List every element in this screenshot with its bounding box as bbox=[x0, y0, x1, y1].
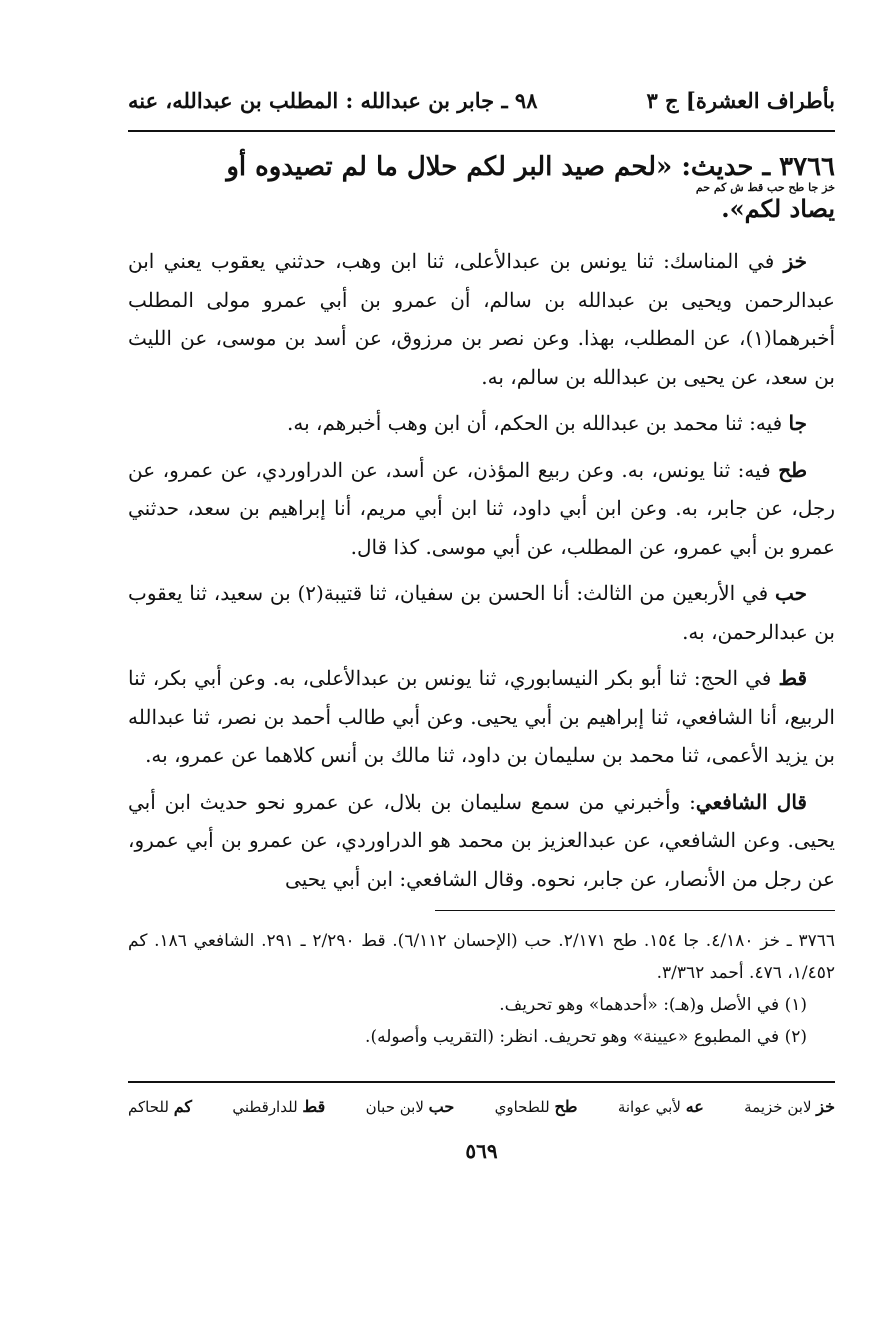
hadith-title: ٣٧٦٦ ـ حديث: «لحم صيد البر لكم حلال ما لم تصيدوه أو bbox=[226, 152, 835, 182]
paragraph-lead: خز bbox=[783, 249, 807, 273]
legend-item-khz bbox=[744, 1093, 835, 1121]
paragraph-ja bbox=[128, 404, 835, 443]
legend-item-hb bbox=[366, 1093, 455, 1121]
footnote-2: (٢) في المطبوع «عيينة» وهو تحريف. انظر: (التقريب وأصوله). bbox=[365, 1027, 807, 1047]
paragraph-lead: طح bbox=[778, 457, 808, 482]
legend-item-qt bbox=[232, 1093, 325, 1121]
paragraph-text: فيه: ثنا يونس، به. وعن ربيع المؤذن، عن أسد، عن الدراوردي، عن عمرو، عن رجل، عن جابر، به. وعن ابن أبي داود، ثنا ابن أبي مريم، أنا إبراهيم بن سعد، حدثني عمرو بن أبي عمرو، عن المطلب، عن أبي موسى. كذا قال. bbox=[128, 457, 835, 559]
footnote-1: (١) في الأصل و(هـ): «أحدهما» وهو تحريف. bbox=[499, 995, 807, 1015]
legend-name: للدارقطني bbox=[232, 1098, 298, 1116]
paragraph-text: في الأربعين من الثالث: أنا الحسن بن سفيان، ثنا قتيبة(٢) بن سعيد، ثنا يعقوب بن عبدالرحمن، به. bbox=[128, 581, 835, 644]
legend-name: لابن خزيمة bbox=[744, 1098, 812, 1116]
legend-abbr: خز bbox=[816, 1097, 835, 1116]
legend-name: لابن حبان bbox=[365, 1098, 424, 1116]
legend-name: للحاكم bbox=[128, 1098, 169, 1116]
footnote-sources: ٣٧٦٦ ـ خز ٤/١٨٠. جا ١٥٤. طح ٢/١٧١. حب (الإحسان ٦/١١٢). قط ٢/٢٩٠ ـ ٢٩١. الشافعي ١٨٦. كم ١/٤٥٢، ٤٧٦. أحمد ٣/٣٦٢. bbox=[128, 931, 836, 983]
footnote-rule bbox=[435, 910, 835, 911]
legend-abbr: حب bbox=[428, 1097, 455, 1116]
paragraph-khz bbox=[128, 242, 835, 396]
header-rule bbox=[128, 130, 835, 132]
legend-item-km bbox=[128, 1093, 192, 1121]
paragraph-hb bbox=[128, 574, 835, 651]
paragraph-qt bbox=[128, 659, 835, 775]
legend-abbr: طح bbox=[554, 1097, 578, 1116]
legend-rule bbox=[128, 1081, 835, 1083]
running-head bbox=[128, 78, 835, 122]
abbreviation-legend bbox=[128, 1093, 835, 1121]
paragraph-lead: جا bbox=[788, 411, 807, 435]
legend-item-ah bbox=[618, 1093, 704, 1121]
page-number: ٥٦٩ bbox=[465, 1139, 498, 1163]
paragraph-text: فيه: ثنا محمد بن عبدالله بن الحكم، أن ابن وهب أخبرهم، به. bbox=[287, 411, 789, 435]
hadith-sigla: خز جا طح حب قط ش كم حم bbox=[695, 181, 835, 194]
paragraph-text: : وأخبرني من سمع سليمان بن بلال، عن عمرو نحو حديث ابن أبي يحيى. وعن الشافعي، عن عبدالعزيز بن محمد هو الدراوردي، عن عمرو بن أبي عمرو، عن رجل من الأنصار، عن جابر، نحوه. وقال الشافعي: ابن أبي يحيى bbox=[128, 789, 835, 891]
running-head-volume: بأطراف العشرة] ج ٣ bbox=[646, 87, 835, 113]
paragraph-text: في المناسك: ثنا يونس بن عبدالأعلى، ثنا ابن وهب، حدثني يعقوب يعني ابن عبدالرحمن ويحيى بن عبدالله بن سالم، أن عمرو بن أبي عمرو مولى المطلب أخبرهما(١)، عن المطلب، بهذا. وعن نصر بن مرزوق، عن أسد بن موسى، عن الليث بن سعد، عن يحيى بن عبدالله بن سالم، به. bbox=[128, 249, 835, 389]
legend-name: لأبي عوانة bbox=[617, 1098, 681, 1116]
running-head-chapter: ٩٨ ـ جابر بن عبدالله : المطلب بن عبدالله، عنه bbox=[128, 87, 538, 113]
legend-abbr: قط bbox=[302, 1097, 326, 1116]
paragraph-lead: قال الشافعي bbox=[695, 789, 807, 814]
legend-abbr: عه bbox=[685, 1097, 704, 1116]
paragraph-th bbox=[128, 451, 835, 567]
paragraph-shafii bbox=[128, 783, 835, 899]
legend-name: للطحاوي bbox=[494, 1098, 550, 1116]
book-page bbox=[128, 78, 835, 1163]
legend-item-th bbox=[495, 1093, 578, 1121]
paragraph-lead: قط bbox=[778, 666, 808, 690]
legend-abbr: كم bbox=[173, 1097, 192, 1116]
hadith-title-continuation: يصاد لكم». bbox=[721, 194, 835, 223]
paragraph-text: في الحج: ثنا أبو بكر النيسابوري، ثنا يونس بن عبدالأعلى، به. وعن أبي بكر، ثنا الربيع، أنا الشافعي، ثنا إبراهيم بن أبي يحيى. وعن أبي طالب أحمد بن نصر، ثنا عبدالله بن يزيد الأعمى، ثنا محمد بن سليمان بن داود، ثنا مالك بن أنس كلاهما عن عمرو، به. bbox=[128, 666, 835, 767]
paragraph-lead: حب bbox=[774, 581, 807, 605]
